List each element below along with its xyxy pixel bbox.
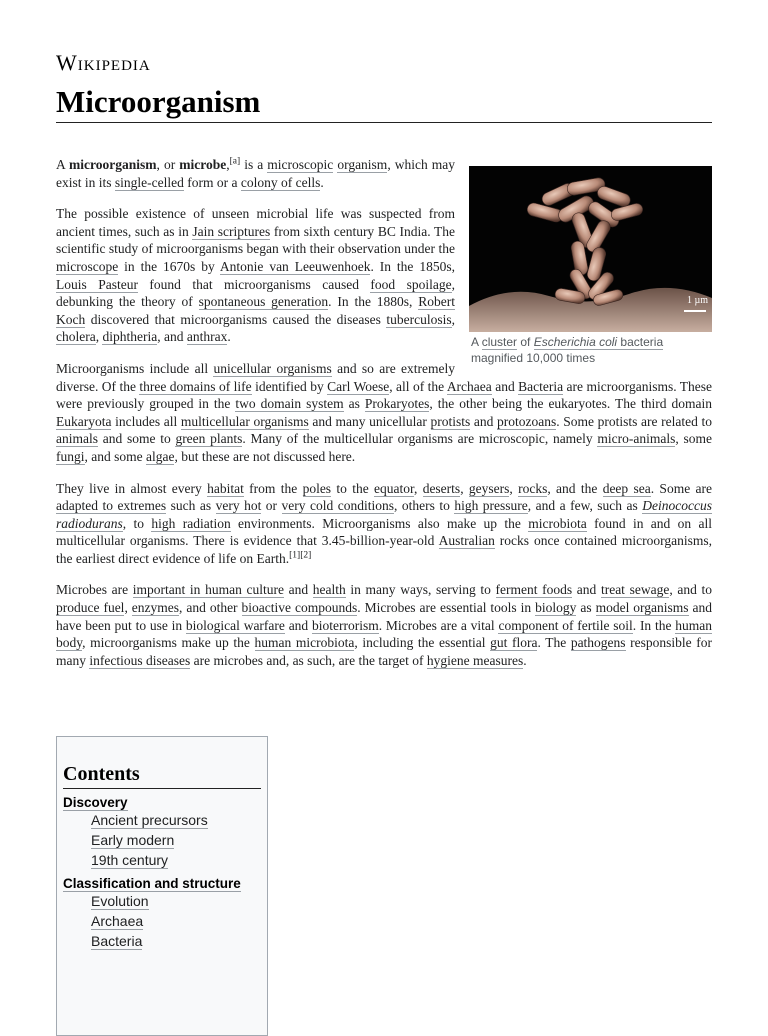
citation-ref[interactable]: [1][2] <box>289 550 312 561</box>
toc-subsection-label: Early modern <box>91 832 175 848</box>
article-link[interactable]: bioactive compounds <box>241 600 358 616</box>
article-link[interactable]: Australian <box>438 533 495 549</box>
toc-section-2[interactable] <box>63 876 261 891</box>
article-link[interactable]: rocks <box>518 480 548 496</box>
caption-text: A <box>471 335 482 349</box>
toc-subsection-label: Bacteria <box>91 933 143 949</box>
caption-link-bacteria[interactable]: bacteria <box>617 335 664 349</box>
toc-subsection[interactable] <box>91 891 261 911</box>
toc-list <box>63 795 261 951</box>
paragraph-3: Microorganisms include all unicellular organisms and so are extremely diverse. Of the three domains of life identified by Carl Woese, all of the Archaea and Bacteria are microorganisms. These were previously grouped in the two domain system as Prokaryotes, the other being the eukaryotes. The third domain Eukaryota includes all multicellular organisms and many unicellular protists and protozoans. Some protists are related to animals and some to green plants. Many of the multicellular organisms are microscopic, namely micro-animals, some fungi, and some algae, but these are not discussed here. <box>56 360 713 464</box>
article-link[interactable]: spontaneous generation <box>198 294 329 310</box>
article-link[interactable]: bioterrorism <box>311 617 379 633</box>
article-link[interactable]: deserts <box>422 480 461 496</box>
article-link[interactable]: Deinococcus radiodurans <box>56 498 712 531</box>
article-link[interactable]: microscopic <box>267 157 334 172</box>
toc-section-1[interactable] <box>63 795 261 810</box>
article-link[interactable]: gut flora <box>490 635 538 651</box>
article-link[interactable]: Robert Koch <box>56 294 455 327</box>
article-link[interactable]: ferment foods <box>495 582 573 598</box>
toc-subsection[interactable] <box>91 850 261 870</box>
article-link[interactable]: two domain system <box>235 396 344 412</box>
article-link[interactable]: hygiene measures <box>426 652 524 668</box>
bold-term: microorganism <box>69 157 157 172</box>
paragraph-1: A microorganism, or microbe,[a] is a microscopic organism, which may exist in its single-celled form or a colony of cells. <box>56 156 455 190</box>
article-link[interactable]: Eukaryota <box>56 413 112 429</box>
caption-link-cluster[interactable]: cluster <box>481 335 518 349</box>
scale-label: 1 µm <box>686 295 708 307</box>
article-link[interactable]: produce fuel <box>56 600 125 616</box>
article-link[interactable]: food spoilage <box>370 276 452 292</box>
article-link[interactable]: infectious diseases <box>89 652 191 668</box>
article-link[interactable]: diphtheria <box>102 329 158 345</box>
article-link[interactable]: human microbiota <box>254 635 355 651</box>
wikipedia-wordmark[interactable]: Wikipedia <box>56 50 151 75</box>
paragraph-4: They live in almost every habitat from the poles to the equator, deserts, geysers, rocks, and the deep sea. Some are adapted to extremes such as very hot or very cold conditions, others to high pressure, and a few, such as Deinococcus radiodurans, to high radiation environments. Microorganisms also make up the microbiota found in and on all multicellular organisms. There is evidence that 3.45-billion-year-old Australian rocks once contained microorganisms, the earliest direct evidence of life on Earth.[1][2] <box>56 480 712 566</box>
article-link[interactable]: colony of cells <box>240 174 321 190</box>
toc-subsection-label: Evolution <box>91 893 149 909</box>
article-link[interactable]: Archaea <box>446 378 492 394</box>
article-link[interactable]: important in human culture <box>132 582 284 598</box>
caption-text: magnified 10,000 times <box>471 351 596 365</box>
paragraph-5: Microbes are important in human culture and health in many ways, serving to ferment foods and treat sewage, and to produce fuel, enzymes, and other bioactive compounds. Microbes are essential tools in biology as model organisms and have been put to use in biological warfare and bioterrorism. Microbes are a vital component of fertile soil. In the human body, microorganisms make up the human microbiota, including the essential gut flora. The pathogens responsible for many infectious diseases are microbes and, as such, are the target of hygiene measures. <box>56 582 713 668</box>
article-link[interactable]: single-celled <box>114 174 184 190</box>
figure-caption <box>469 332 712 366</box>
article-link[interactable]: cholera <box>56 329 96 345</box>
toc-subsection[interactable] <box>91 931 261 951</box>
article-link[interactable]: Louis Pasteur <box>56 276 138 292</box>
article-link[interactable]: enzymes <box>131 600 180 616</box>
toc-subsection[interactable] <box>91 911 261 931</box>
toc-subsection[interactable] <box>91 810 261 830</box>
article-link[interactable]: pathogens <box>570 635 626 651</box>
toc-title: Contents <box>63 763 261 789</box>
caption-text: of <box>517 335 534 349</box>
article-link[interactable]: component of fertile soil <box>498 617 633 633</box>
infobox-figure <box>469 166 712 366</box>
article-link[interactable]: tuberculosis <box>386 311 452 327</box>
article-link[interactable]: Bacteria <box>518 378 564 394</box>
article-link[interactable]: health <box>312 582 346 598</box>
article-link[interactable]: organism <box>337 157 388 172</box>
article-link[interactable]: equator <box>374 480 414 496</box>
toc-section-label: Discovery <box>63 795 128 810</box>
bacteria-cluster-image <box>469 166 712 332</box>
article-link[interactable]: deep sea <box>602 480 651 496</box>
article-link[interactable]: microscope <box>56 258 119 274</box>
article-link[interactable]: very hot <box>215 498 262 514</box>
article-link[interactable]: three domains of life <box>139 378 252 394</box>
article-link[interactable]: Jain scriptures <box>192 223 271 239</box>
caption-link-ecoli[interactable]: Escherichia coli <box>533 335 618 349</box>
article-link[interactable]: protists <box>430 413 471 429</box>
article-link[interactable]: biological warfare <box>185 617 285 633</box>
toc-section-label: Classification and structure <box>63 876 241 891</box>
article-link[interactable]: unicellular organisms <box>213 360 332 376</box>
article-link[interactable]: human body <box>56 617 712 651</box>
article-link[interactable]: very cold conditions <box>281 498 394 514</box>
article-link[interactable]: habitat <box>207 480 244 496</box>
article-link[interactable]: high pressure <box>454 498 528 514</box>
article-link[interactable]: treat sewage <box>600 582 670 598</box>
ecoli-micrograph[interactable] <box>469 166 712 332</box>
article-link[interactable]: anthrax <box>186 329 228 345</box>
article-body <box>56 156 712 683</box>
citation-ref[interactable]: [a] <box>229 156 241 167</box>
paragraph-2: The possible existence of unseen microbial life was suspected from ancient times, such as in Jain scriptures from sixth century BC India. The scientific study of microorganisms began with their observation under the microscope in the 1670s by Antonie van Leeuwenhoek. In the 1850s, Louis Pasteur found that microorganisms caused food spoilage, debunking the theory of spontaneous generation. In the 1880s, Robert Koch discovered that microorganisms caused the diseases tuberculosis, cholera, diphtheria, and anthrax. <box>56 206 456 345</box>
article-link[interactable]: adapted to extremes <box>56 498 167 514</box>
toc-subsection-label: Archaea <box>91 913 144 929</box>
article-link[interactable]: poles <box>302 480 332 496</box>
article-link[interactable]: micro-animals <box>597 431 676 447</box>
article-link[interactable]: model organisms <box>595 600 689 616</box>
article-link[interactable]: multicellular organisms <box>180 413 309 429</box>
article-link[interactable]: algae <box>146 448 175 464</box>
article-link[interactable]: microbiota <box>528 515 587 531</box>
table-of-contents <box>56 736 268 1036</box>
article-link[interactable]: Prokaryotes <box>364 396 430 412</box>
article-link[interactable]: green plants <box>175 431 243 447</box>
toc-subsection[interactable] <box>91 830 261 850</box>
article-link[interactable]: protozoans <box>497 413 557 429</box>
article-link[interactable]: animals <box>56 431 98 447</box>
article-link[interactable]: Antonie van Leeuwenhoek <box>219 258 371 274</box>
article-link[interactable]: geysers <box>468 480 510 496</box>
article-link[interactable]: biology <box>535 600 577 616</box>
page-title: Microorganism <box>56 84 712 123</box>
toc-subsection-label: Ancient precursors <box>91 812 208 828</box>
scale-bar <box>684 310 706 312</box>
toc-subsection-label: 19th century <box>91 852 169 868</box>
article-link[interactable]: high radiation <box>151 515 231 531</box>
article-link[interactable]: Carl Woese <box>327 378 390 394</box>
article-link[interactable]: fungi <box>56 448 85 464</box>
bold-term: microbe <box>179 157 227 172</box>
